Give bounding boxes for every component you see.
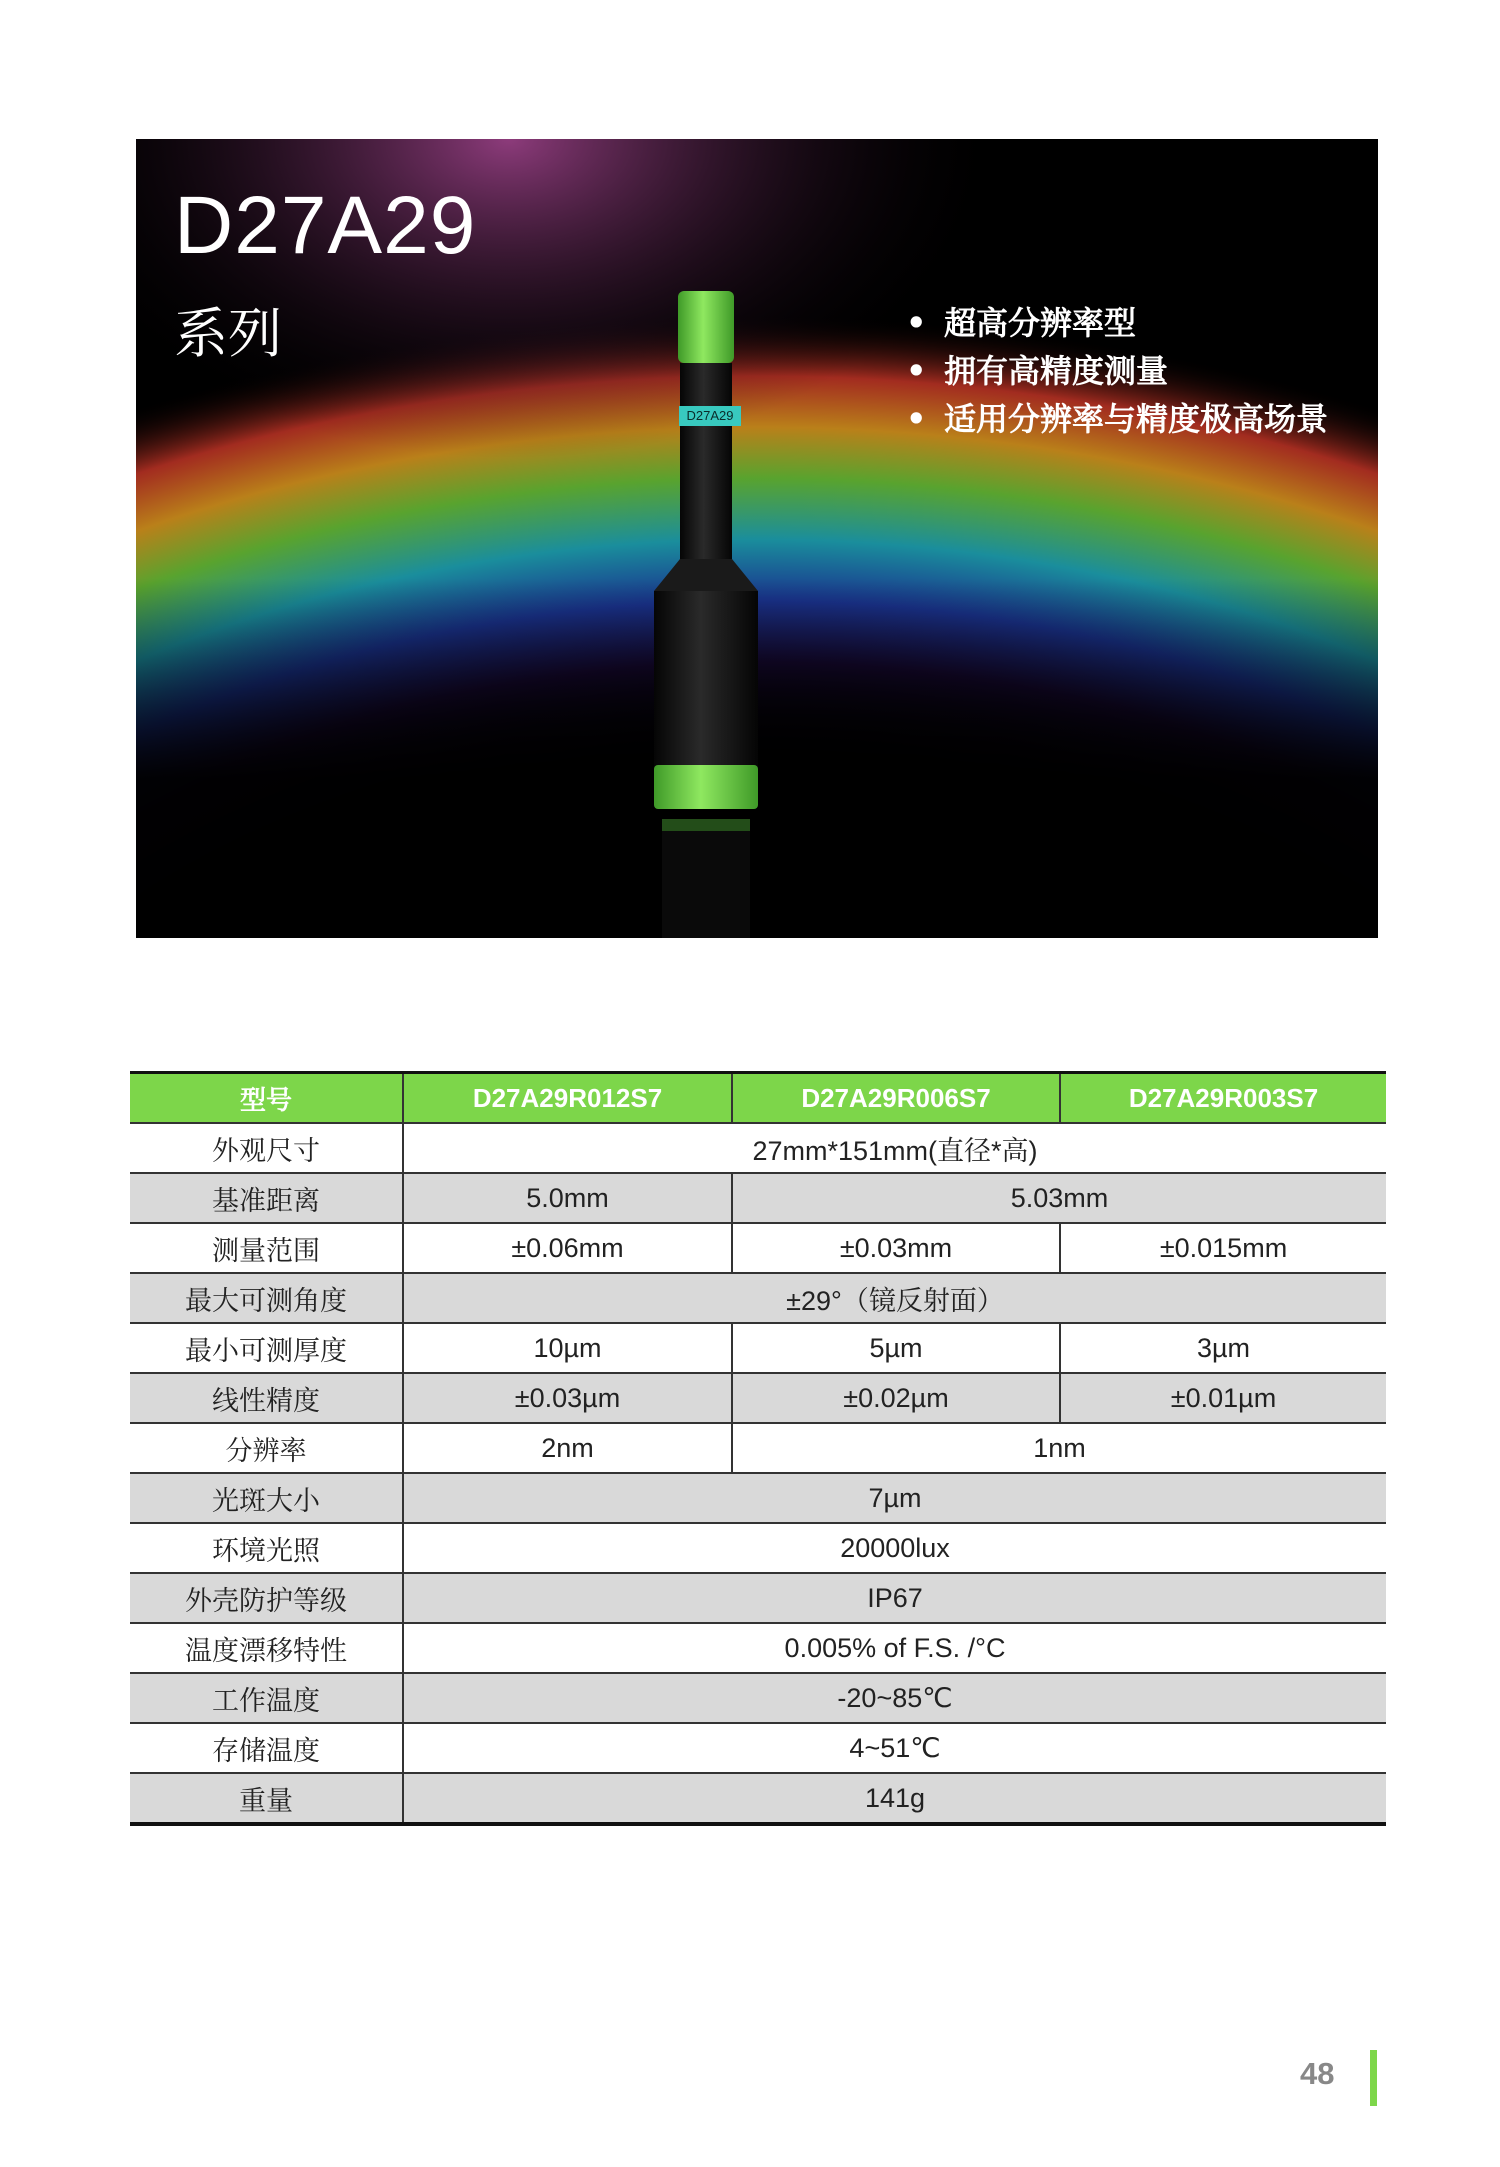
value-cell: 0.005% of F.S. /°C (403, 1623, 1386, 1673)
feature-item: • 拥有高精度测量 (906, 347, 1328, 395)
table-row (130, 1223, 1386, 1273)
row-label: 外观尺寸 (130, 1123, 403, 1173)
row-label: 工作温度 (130, 1673, 403, 1723)
value-cell: 1nm (732, 1423, 1386, 1473)
value-cell: -20~85℃ (403, 1673, 1386, 1723)
value-cell: 5.03mm (732, 1173, 1386, 1223)
header-cell-r003: D27A29R003S7 (1060, 1073, 1386, 1124)
header-cell-r012: D27A29R012S7 (403, 1073, 732, 1124)
header-cell-model: 型号 (130, 1073, 403, 1124)
value-cell: 7µm (403, 1473, 1386, 1523)
table-row (130, 1373, 1386, 1423)
row-label: 外壳防护等级 (130, 1573, 403, 1623)
table-row (130, 1323, 1386, 1373)
value-cell: ±0.02µm (732, 1373, 1060, 1423)
row-label: 光斑大小 (130, 1473, 403, 1523)
table-row (130, 1173, 1386, 1223)
table-row (130, 1423, 1386, 1473)
table-row (130, 1573, 1386, 1623)
row-label: 基准距离 (130, 1173, 403, 1223)
hero-banner (136, 139, 1378, 938)
value-cell: 3µm (1060, 1323, 1386, 1373)
value-cell: 10µm (403, 1323, 732, 1373)
value-cell: ±0.01µm (1060, 1373, 1386, 1423)
table-header-row (130, 1073, 1386, 1124)
table-row (130, 1723, 1386, 1773)
sensor-label: D27A29 (679, 406, 741, 426)
value-cell: ±0.03mm (732, 1223, 1060, 1273)
row-label: 温度漂移特性 (130, 1623, 403, 1673)
page-accent-bar (1370, 2050, 1377, 2106)
value-cell: 20000lux (403, 1523, 1386, 1573)
value-cell: 5.0mm (403, 1173, 732, 1223)
value-cell: 5µm (732, 1323, 1060, 1373)
table-row (130, 1623, 1386, 1673)
value-cell: 141g (403, 1773, 1386, 1824)
product-title: D27A29 (174, 180, 477, 271)
value-cell: 2nm (403, 1423, 732, 1473)
page-number: 48 (1300, 2056, 1335, 2091)
row-label: 测量范围 (130, 1223, 403, 1273)
row-label: 重量 (130, 1773, 403, 1824)
value-cell: 4~51℃ (403, 1723, 1386, 1773)
table-row (130, 1473, 1386, 1523)
value-cell: ±0.015mm (1060, 1223, 1386, 1273)
value-cell: ±29°（镜反射面） (403, 1273, 1386, 1323)
table-row (130, 1773, 1386, 1824)
value-cell: ±0.06mm (403, 1223, 732, 1273)
row-label: 分辨率 (130, 1423, 403, 1473)
row-label: 线性精度 (130, 1373, 403, 1423)
header-cell-r006: D27A29R006S7 (732, 1073, 1060, 1124)
row-label: 存储温度 (130, 1723, 403, 1773)
table-row (130, 1673, 1386, 1723)
feature-item: • 超高分辨率型 (906, 299, 1328, 347)
table-row (130, 1123, 1386, 1173)
table-row (130, 1273, 1386, 1323)
value-cell: ±0.03µm (403, 1373, 732, 1423)
feature-list (906, 299, 1328, 443)
table-row (130, 1523, 1386, 1573)
spec-table (130, 1071, 1386, 1826)
value-cell: 27mm*151mm(直径*高) (403, 1123, 1386, 1173)
row-label: 最小可测厚度 (130, 1323, 403, 1373)
value-cell: IP67 (403, 1573, 1386, 1623)
row-label: 最大可测角度 (130, 1273, 403, 1323)
product-subtitle: 系列 (174, 302, 282, 365)
row-label: 环境光照 (130, 1523, 403, 1573)
feature-item: • 适用分辨率与精度极高场景 (906, 395, 1328, 443)
